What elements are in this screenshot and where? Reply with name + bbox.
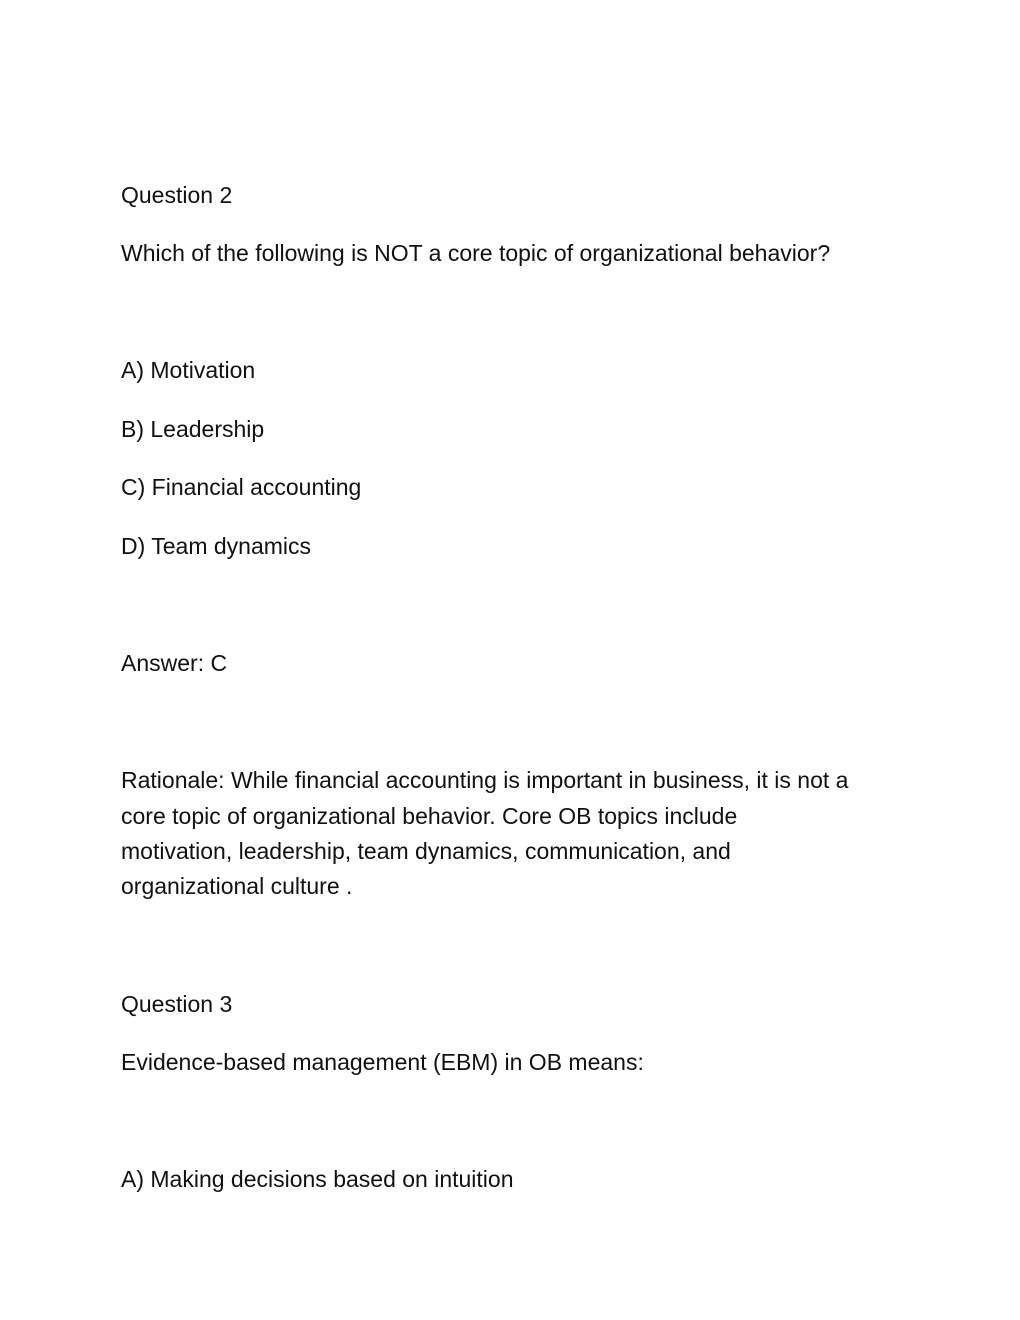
rationale-line: core topic of organizational behavior. Core OB topics include bbox=[121, 803, 738, 829]
answer-option-d: D) Team dynamics bbox=[121, 533, 312, 559]
question-prompt: Evidence-based management (EBM) in OB means: bbox=[121, 1049, 644, 1075]
question-heading: Question 2 bbox=[121, 182, 233, 208]
rationale-line: Rationale: While financial accounting is important in business, it is not a bbox=[121, 767, 849, 793]
answer-option-a: A) Making decisions based on intuition bbox=[121, 1166, 514, 1192]
answer-option-a: A) Motivation bbox=[121, 357, 256, 383]
answer-key: Answer: C bbox=[121, 650, 228, 676]
question-heading: Question 3 bbox=[121, 991, 233, 1017]
question-prompt: Which of the following is NOT a core topic of organizational behavior? bbox=[121, 240, 831, 266]
rationale-line: motivation, leadership, team dynamics, communication, and bbox=[121, 838, 731, 864]
answer-option-c: C) Financial accounting bbox=[121, 474, 362, 500]
rationale-line: organizational culture . bbox=[121, 873, 353, 899]
answer-option-b: B) Leadership bbox=[121, 416, 265, 442]
